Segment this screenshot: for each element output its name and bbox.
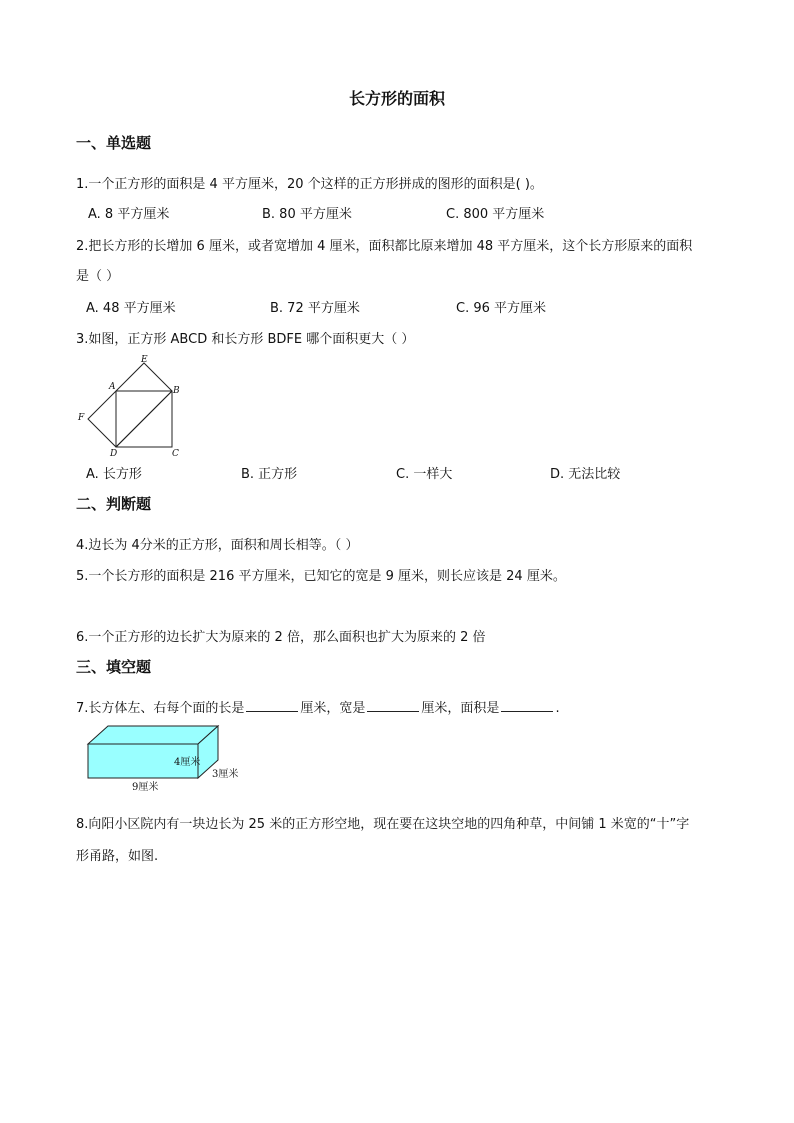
question-7-blank-area[interactable] [501,698,553,712]
question-3-option-c: C. 一样大 [396,467,453,482]
question-7-cuboid-figure [86,722,256,794]
question-3-figure [76,352,186,458]
question-2-option-b: B. 72 平方厘米 [270,301,360,316]
label-d: D [110,449,118,458]
question-5-text: 5.一个长方形的面积是 216 平方厘米，已知它的宽是 9 厘米，则长应该是 24 厘米。 [76,569,566,584]
section-heading-true-false: 二、判断题 [76,495,152,513]
cuboid-top-face [88,726,218,744]
question-1-option-c: C. 800 平方厘米 [446,207,545,222]
label-c: C [172,449,179,458]
question-3-text: 3.如图，正方形 ABCD 和长方形 BDFE 哪个面积更大（ ） [76,332,415,347]
cuboid-length-label: 9厘米 [132,782,159,793]
question-7-part1: 7.长方体左、右每个面的长是 [76,701,245,716]
question-7-blank-length[interactable] [246,698,298,712]
question-1-text: 1.一个正方形的面积是 4 平方厘米，20 个这样的正方形拼成的图形的面积是( )。 [76,177,543,192]
question-6-text: 6.一个正方形的边长扩大为原来的 2 倍，那么面积也扩大为原来的 2 倍 [76,630,486,645]
section-heading-fill-blank: 三、填空题 [76,658,152,676]
question-1-option-b: B. 80 平方厘米 [262,207,352,222]
question-7-blank-width[interactable] [367,698,419,712]
question-3-option-a: A. 长方形 [86,467,142,482]
question-4-text: 4.边长为 4分米的正方形，面积和周长相等。（ ） [76,538,359,553]
label-b: B [173,386,180,396]
label-a: A [109,382,116,392]
cuboid-depth-label: 3厘米 [212,769,239,780]
question-7-text [76,697,560,716]
question-1-option-a: A. 8 平方厘米 [88,207,170,222]
question-2-text-line1: 2.把长方形的长增加 6 厘米，或者宽增加 4 厘米，面积都比原来增加 48 平方厘米，这个长方形原来的面积 [76,239,693,254]
question-7-part2: 厘米，宽是 [300,701,366,716]
label-e: E [141,355,148,365]
page-title: 长方形的面积 [348,89,445,108]
label-f: F [78,413,85,423]
question-2-text-line2: 是（ ） [76,269,120,284]
question-7-part3: 厘米，面积是 [421,701,500,716]
question-3-option-b: B. 正方形 [241,467,298,482]
question-7-part4: . [555,701,560,716]
question-8-text-line2: 形甬路，如图. [76,849,159,864]
rectangle-bdfe [88,363,172,447]
section-heading-single-choice: 一、单选题 [76,134,152,152]
question-3-option-d: D. 无法比较 [550,467,621,482]
cuboid-height-label: 4厘米 [174,757,201,768]
question-8-text-line1: 8.向阳小区院内有一块边长为 25 米的正方形空地，现在要在这块空地的四角种草，中间铺 1 米宽的“十”字 [76,817,690,832]
question-2-option-a: A. 48 平方厘米 [86,301,176,316]
question-2-option-c: C. 96 平方厘米 [456,301,547,316]
